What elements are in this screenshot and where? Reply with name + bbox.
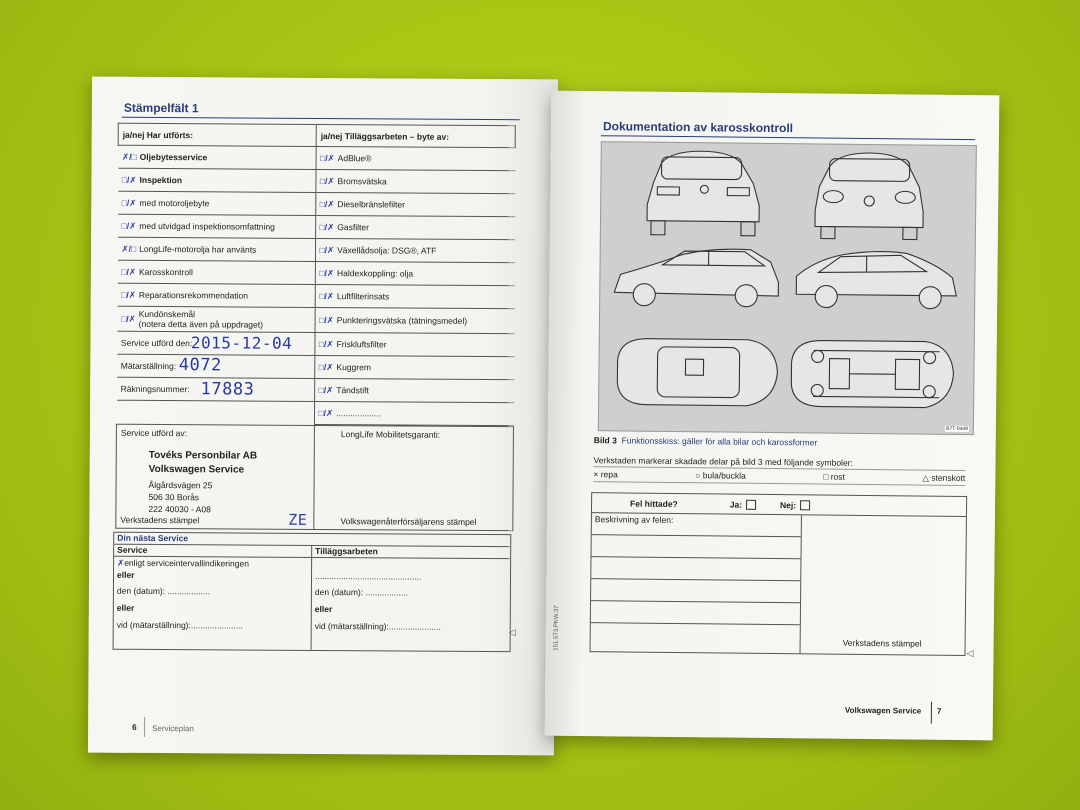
list-item: □/✗ ...................: [314, 402, 513, 426]
list-item: □/✗ Gasfilter: [316, 216, 515, 240]
col1-header: ja/nej Har utförts:: [118, 123, 316, 146]
list-item: □/✗ Luftfilterinsats: [315, 285, 514, 309]
service-date-value: 2015-12-04: [190, 333, 293, 353]
title-rule: [601, 135, 975, 140]
dotted-line: .............................................: [314, 570, 422, 582]
description-label: Beskrivning av felen:: [592, 513, 801, 537]
no-checkbox[interactable]: [800, 500, 810, 510]
instruction: Verkstaden markerar skadade delar på bild 3 med följande symboler:: [593, 455, 965, 471]
page-number: 6: [132, 722, 137, 732]
list-item: □/✗ med motoroljebyte: [118, 192, 315, 216]
list-item: □/✗ Växellådsolja: DSG®, ATF: [315, 239, 514, 263]
right-page: [545, 91, 1000, 741]
longlife-label: LongLife Mobilitetsgaranti:: [340, 429, 441, 440]
odometer-label: vid (mätarställning):......................: [314, 620, 441, 632]
description-line[interactable]: [591, 601, 800, 625]
list-item: □/✗ AdBlue®: [316, 147, 515, 171]
figure-code: B7T-0449: [946, 425, 968, 433]
next-option: ✗enligt serviceintervallindikeringen: [117, 557, 249, 569]
legend-item: × repa: [593, 469, 618, 480]
list-item: □/✗ Tändstift: [315, 379, 514, 403]
stamp-address-line: Ålgårdsvägen 25: [148, 479, 213, 491]
next-service-title: Din nästa Service: [114, 533, 510, 547]
car-outline-icon: [599, 142, 978, 436]
col2-header: ja/nej Tilläggsarbeten – byte av:: [316, 124, 515, 147]
footer-divider: [144, 717, 145, 737]
list-item: ✗/□ LongLife-motorolja har använts: [117, 238, 314, 262]
symbol-legend: [593, 469, 965, 486]
page-title: Stämpelfält 1: [123, 100, 199, 116]
date-label: den (datum): ..................: [116, 585, 211, 597]
or-label: eller: [116, 569, 135, 580]
or-label: eller: [116, 602, 135, 613]
invoice-row: Räkningsnummer: 17883: [117, 378, 314, 402]
left-page: [88, 77, 558, 756]
car-diagram: [598, 141, 977, 435]
invoice-value: 17883: [200, 379, 255, 400]
list-item: ✗/□ Oljebytesservice: [118, 146, 315, 170]
continue-arrow-icon: ◁: [508, 627, 516, 638]
fault-found-label: Fel hittade?: [630, 498, 678, 509]
list-item: □/✗ Inspektion: [118, 169, 315, 193]
performed-by-label: Service utförd av:: [120, 427, 188, 439]
fault-box: [590, 492, 968, 656]
stamp-sub: Volkswagen Service: [148, 463, 245, 476]
description-line[interactable]: [591, 579, 800, 603]
footer-brand: Volkswagen Service: [844, 705, 922, 716]
list-item: □/✗ med utvidgad inspektionsomfattning: [118, 215, 315, 239]
page-number: 7: [936, 706, 942, 716]
next-col2-header: Tilläggsarbeten: [315, 545, 378, 557]
initials: ZE: [288, 510, 308, 529]
workshop-stamp-label: Verkstadens stämpel: [120, 514, 200, 526]
footer-divider: [931, 702, 932, 724]
list-item: □/✗ Kundönskemål (notera detta även på uppdraget): [117, 307, 314, 333]
odometer-label: vid (mätarställning):......................: [116, 619, 243, 631]
description-line[interactable]: [591, 557, 800, 581]
dealer-stamp-label: Volkswagenåterförsäljarens stämpel: [340, 516, 477, 527]
list-item: □/✗ Bromsvätska: [316, 170, 515, 194]
continue-arrow-icon: ◁: [966, 648, 974, 659]
stamp-name: Tovéks Personbilar AB: [148, 449, 258, 462]
workshop-stamp-label: Verkstadens stämpel: [842, 637, 922, 649]
list-item: □/✗ Punkteringsvätska (tätningsmedel): [315, 308, 514, 334]
longlife-cell: [314, 425, 514, 530]
description-line[interactable]: [591, 623, 800, 647]
list-item: □/✗ Karosskontroll: [117, 261, 314, 285]
or-label: eller: [314, 603, 333, 615]
legend-item: □ rost: [823, 471, 845, 482]
description-line[interactable]: [592, 535, 801, 559]
legend-item: ○ bula/buckla: [695, 470, 746, 481]
list-item: □/✗ Reparationsrekommendation: [117, 284, 314, 308]
next-col1-header: Service: [114, 545, 312, 557]
no-label: Nej:: [780, 499, 797, 510]
list-item: □/✗ Dieselbränslefilter: [316, 193, 515, 217]
stamp-phone: 222 40030 - A08: [148, 503, 211, 515]
list-item: □/✗ Kuggrem: [315, 356, 514, 380]
title-rule: [122, 117, 520, 120]
date-label: den (datum): ..................: [314, 586, 409, 598]
odometer-row: Mätarställning: 4072: [117, 355, 314, 379]
figure-caption: Bild 3 Funktionsskiss: gäller för alla bilar och karossformer: [593, 435, 818, 448]
page-section: Serviceplan: [152, 723, 194, 734]
yes-label: Ja:: [729, 499, 743, 510]
odometer-value: 4072: [178, 355, 222, 376]
service-table: [115, 123, 515, 531]
yes-checkbox[interactable]: [746, 499, 756, 509]
next-service-box: [113, 532, 512, 652]
list-item: □/✗ Haldexkoppling: olja: [315, 262, 514, 286]
performed-by-cell: [116, 424, 315, 529]
page-title: Dokumentation av karosskontroll: [602, 119, 794, 136]
legend-item: △ stenskott: [922, 472, 966, 484]
list-item: □/✗ Friskluftsfilter: [315, 333, 514, 357]
stamp-address-line: 506 30 Borås: [148, 491, 200, 503]
service-date-row: Service utförd den: 2015-12-04: [117, 332, 314, 356]
side-code: 151.5T3.PKW.37: [553, 605, 560, 651]
